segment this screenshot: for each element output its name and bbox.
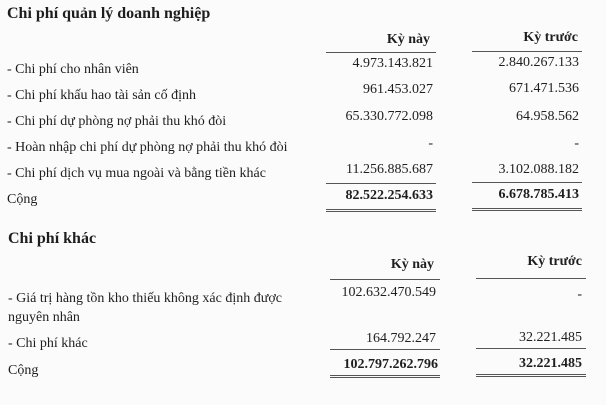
total-double-underline-prior bbox=[472, 208, 582, 211]
total-current: 82.522.254.633 bbox=[345, 188, 433, 203]
row-prior: - bbox=[577, 287, 582, 302]
row-label: - Chi phí cho nhân viên bbox=[7, 62, 139, 77]
subtotal-underline-current bbox=[330, 349, 440, 350]
total-current: 102.797.262.796 bbox=[343, 357, 438, 372]
row-prior: - bbox=[574, 136, 579, 151]
row-current: 102.632.470.549 bbox=[341, 285, 436, 300]
row-label-continued: nguyên nhân bbox=[8, 310, 80, 325]
header-underline-prior bbox=[476, 278, 586, 279]
header-underline-current bbox=[330, 279, 440, 280]
row-prior: 3.102.088.182 bbox=[498, 162, 579, 177]
row-label: - Chi phí dịch vụ mua ngoài và bằng tiền khác bbox=[7, 166, 266, 181]
subtotal-underline-current bbox=[326, 183, 436, 184]
row-current: 961.453.027 bbox=[363, 82, 433, 97]
column-header-current: Kỳ này bbox=[386, 32, 430, 47]
row-current: 65.330.772.098 bbox=[345, 109, 433, 124]
row-current: - bbox=[428, 136, 433, 151]
row-label: - Chi phí khác bbox=[8, 336, 88, 351]
row-prior: 64.958.562 bbox=[516, 109, 579, 124]
section-title-admin-expenses: Chi phí quản lý doanh nghiệp bbox=[7, 5, 211, 22]
row-label: - Chi phí khấu hao tài sản cố định bbox=[7, 88, 196, 103]
subtotal-underline-prior bbox=[472, 182, 582, 183]
header-underline-prior bbox=[472, 51, 582, 52]
row-prior: 32.221.485 bbox=[519, 330, 582, 345]
row-label: - Giá trị hàng tồn kho thiếu không xác định được bbox=[8, 291, 282, 306]
total-double-underline-prior bbox=[476, 374, 586, 377]
total-label: Cộng bbox=[7, 192, 38, 207]
column-header-current: Kỳ này bbox=[390, 257, 434, 272]
total-prior: 32.221.485 bbox=[519, 356, 582, 371]
row-prior: 2.840.267.133 bbox=[498, 55, 579, 70]
total-prior: 6.678.785.413 bbox=[498, 187, 579, 202]
row-current: 4.973.143.821 bbox=[352, 56, 433, 71]
column-header-prior: Kỳ trước bbox=[523, 30, 578, 45]
row-current: 164.792.247 bbox=[366, 331, 436, 346]
row-prior: 671.471.536 bbox=[509, 81, 579, 96]
total-double-underline-current bbox=[330, 375, 440, 378]
row-label: - Chi phí dự phòng nợ phải thu khó đòi bbox=[7, 114, 227, 129]
header-underline-current bbox=[326, 52, 436, 53]
column-header-prior: Kỳ trước bbox=[527, 254, 582, 269]
total-double-underline-current bbox=[326, 209, 436, 212]
section-title-other-expenses: Chi phí khác bbox=[8, 230, 97, 247]
row-label: - Hoàn nhập chi phí dự phòng nợ phải thu khó đòi bbox=[7, 140, 288, 155]
subtotal-underline-prior bbox=[476, 348, 586, 349]
total-label: Cộng bbox=[8, 363, 39, 378]
row-current: 11.256.885.687 bbox=[346, 162, 433, 177]
